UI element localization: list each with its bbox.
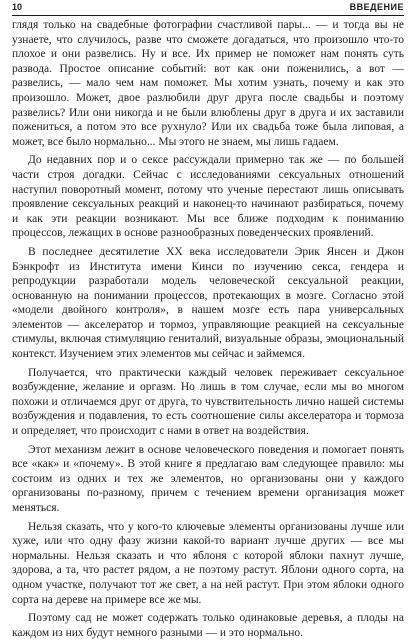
paragraph-7: Поэтому сад не может содержать только одинаковые деревья, а плоды на каждом из них будут немного разными — и это нормально.: [12, 612, 404, 639]
header-rule: [12, 15, 404, 16]
body-text: [12, 18, 404, 640]
paragraph-6: Нельзя сказать, что у кого-то ключевые элементы организованы лучше или хуже, или что одну фазу жизни какой-то вариант лучше других — все мы нормальны. Нельзя сказать и что яблоня с которой яблоки пахнут лучше, здорова, а та, что растет рядом, а не поэтому растут. Яблони одного сорта, на одном участке, получают тот же свет, а на ней растут. При этом яблоки одного сорта на дереве на примере все же мы.: [12, 520, 404, 606]
running-head: [12, 2, 404, 14]
paragraph-5: Этот механизм лежит в основе человеческого поведения и помогает понять все «как» и «почему». В этой книге я предлагаю вам следующее правило: мы состоим из одних и тех же элементов, но организованы они у каждого организованы по-разному, причем с течением времени организация может меняться.: [12, 443, 404, 514]
paragraph-4: Получается, что практически каждый человек переживает сексуальное возбуждение, желание и оргазм. Но лишь в том случае, если мы во многом похожи и отличаемся друг от друга, то чувствительность лично нашей системы возбуждения и подавления, то есть соотношение силы акселератора и тормоза и определяет, что происходит с нами в ответ на воздействия.: [12, 366, 404, 438]
paragraph-1: глядя только на свадебные фотографии счастливой пары... — и тогда вы не узнаете, что случилось, разве что сможете догадаться, что произошло что-то плохое и они развелись. Ну и все. Их пример не поможет нам понять суть развода. Простое описание событий: вот как они поженились, а вот — развелись, — мало чем нам поможет. Мы хотим узнать, почему и как это произошло. Может, двое разлюбили друг друга после свадьбы и поэтому развелись? Или они никогда и не были влюблены друг в друга и их заставили пожениться, а потом это все рухнуло? Или их свадьба тоже была липовая, а может, все было нормально... Мы этого не знаем, мы лишь гадаем.: [12, 19, 404, 148]
paragraph-2: До недавних пор и о сексе рассуждали примерно так же — по большей части строя догадки. Сейчас с исследованиями сексуальных отношений наступил поворотный момент, потому что ученые перестают лишь описывать проявление сексуальных реакций и наконец-то начинают разбираться, почему и как эти реакции возникают. Мы все ближе подходим к пониманию процессов, лежащих в основе разнообразных поведенческих проявлений.: [12, 154, 404, 240]
page-number: 10: [12, 2, 23, 12]
section-title: ВВЕДЕНИЕ: [349, 2, 404, 12]
paragraph-3: В последнее десятилетие XX века исследователи Эрик Янсен и Джон Бэнкрофт из Института имени Кинси по изучению секса, гендера и репродукции разработали модель человеческой сексуальной реакции, основанную на понимании процессов, протекающих в мозге. Согласно этой «модели двойного контроля», в нашем мозге есть пара универсальных элементов — акселератор и тормоз, управляющие реакцией на сексуальные стимулы, включая стимуляцию гениталий, визуальные образы, эмоциональный контекст. Изучением этих элементов мы сейчас и займемся.: [12, 245, 404, 361]
